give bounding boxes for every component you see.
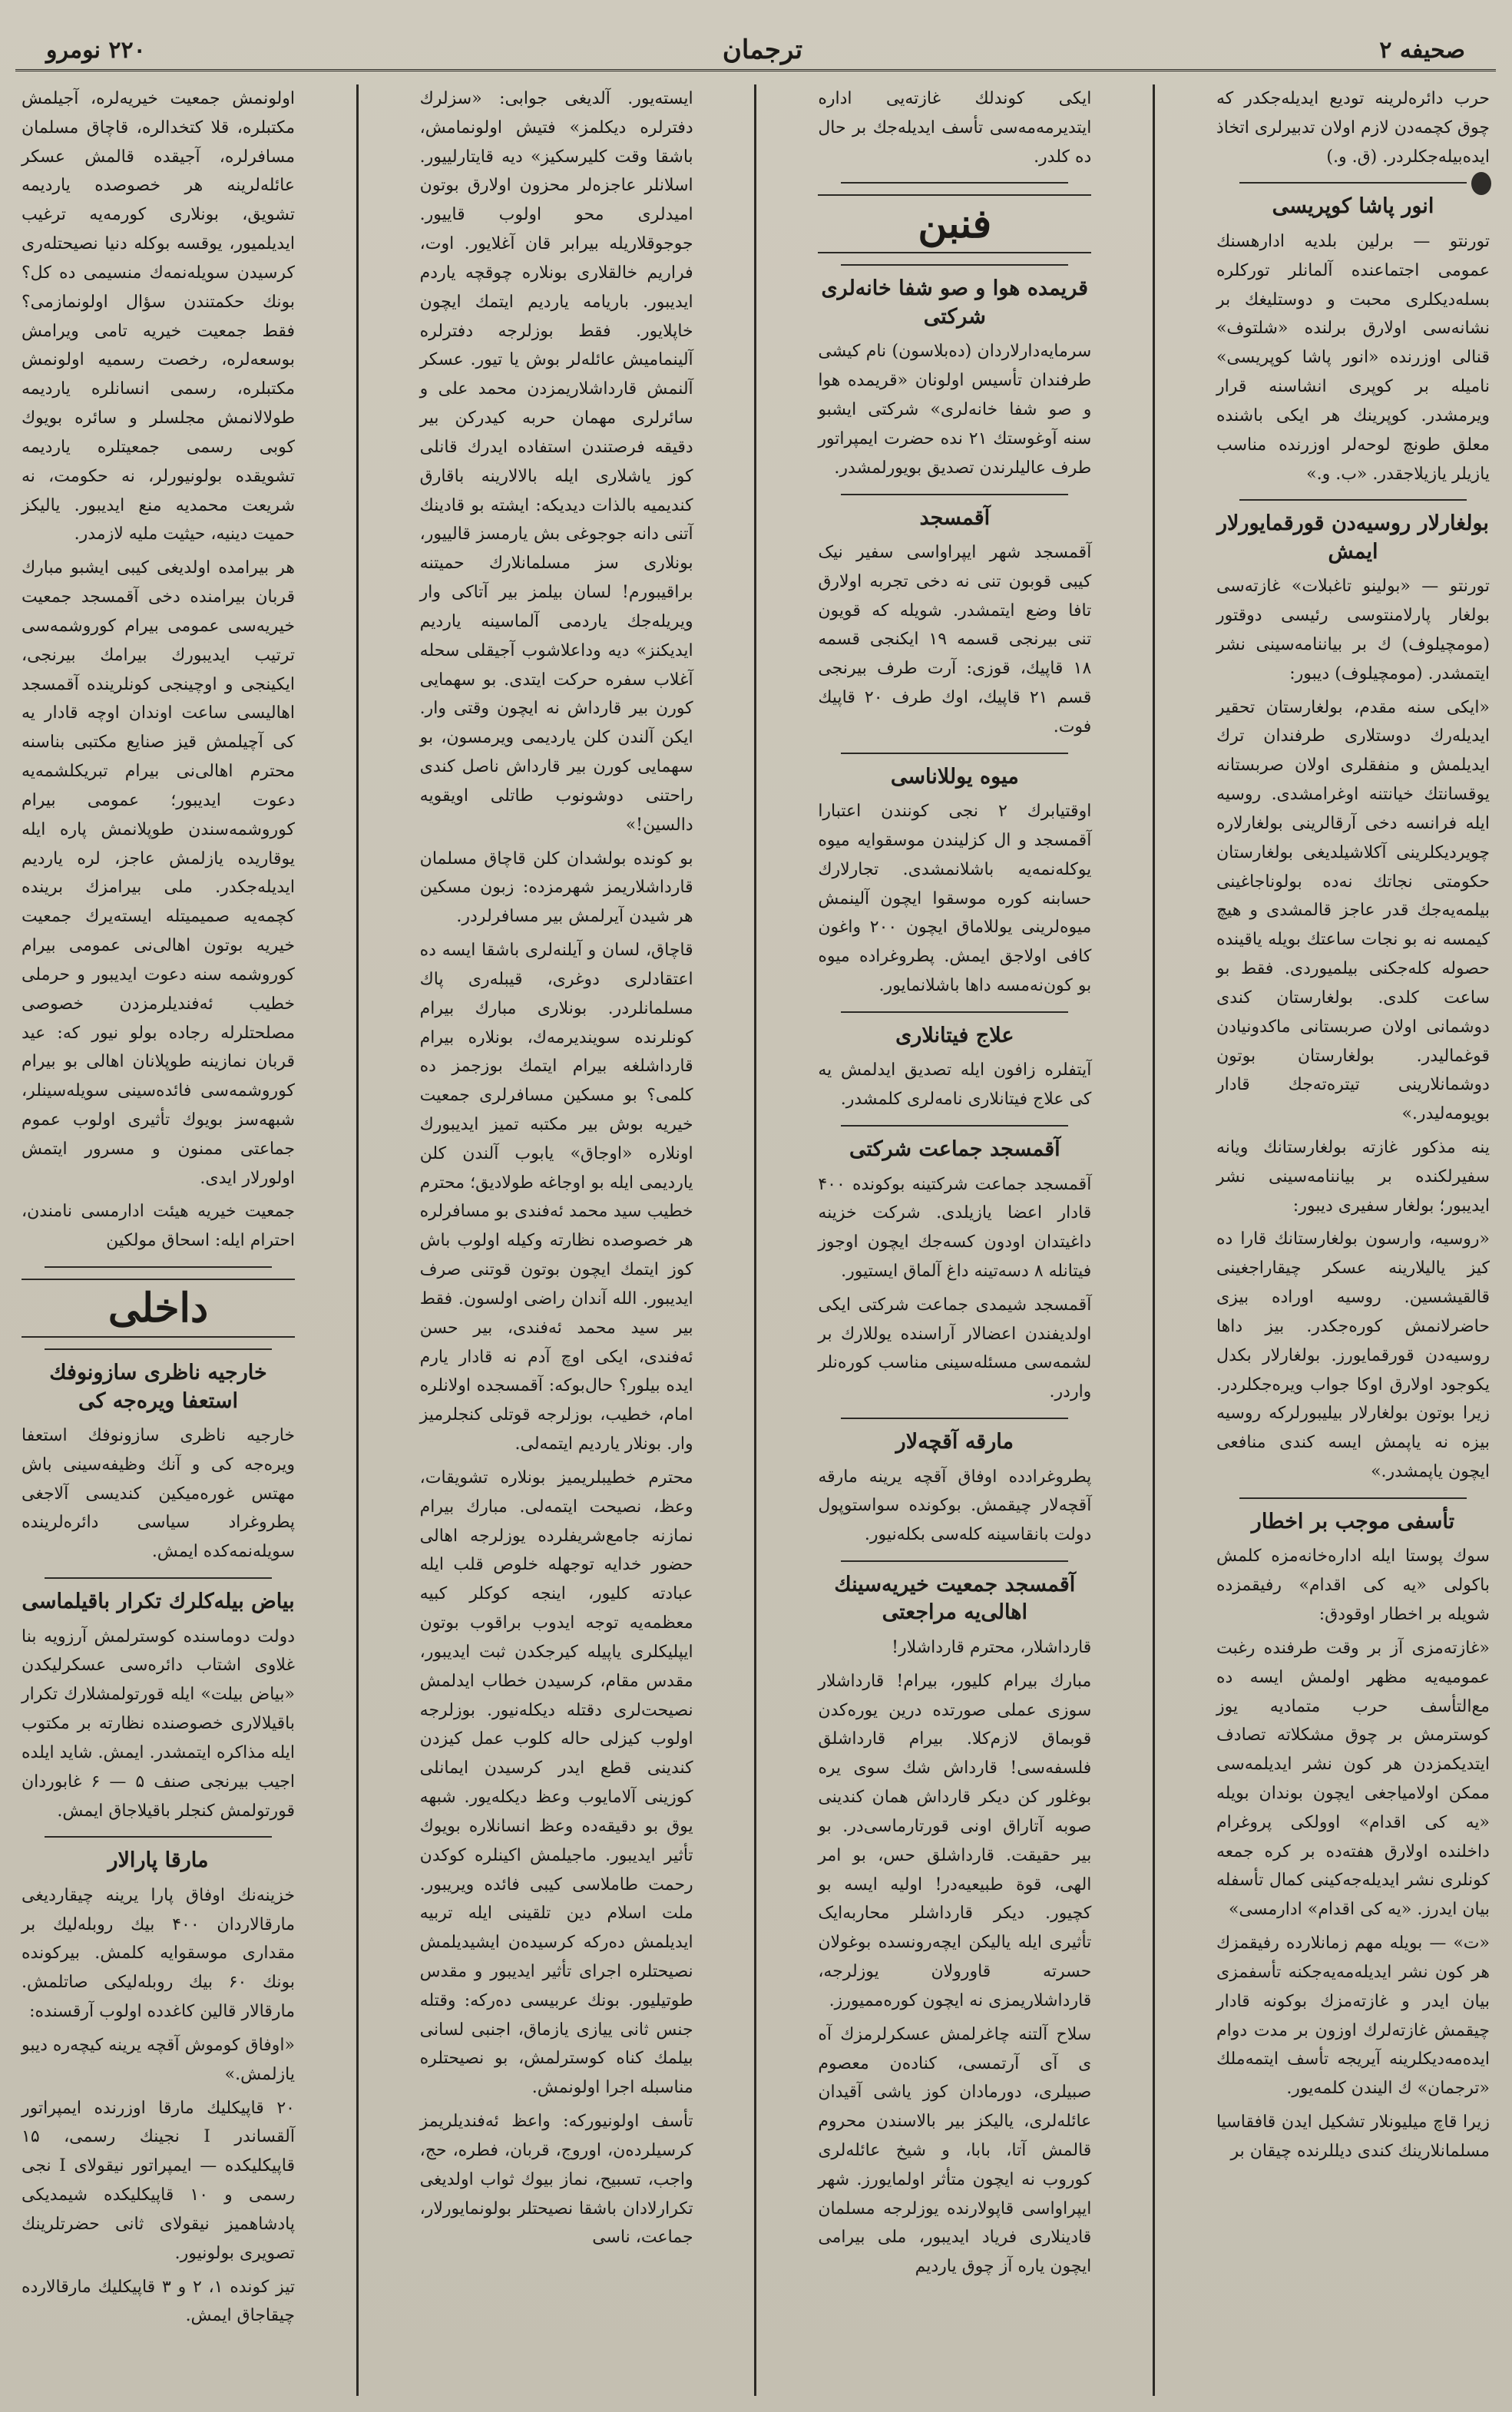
article-heading: بولغارلار روسیه‌دن قورقمایورلار ایمش (1216, 511, 1489, 564)
article-paragraph: تیز کونده ۱، ۲ و ۳ قاپیکلیك مارقالارده چیقاجاق ایمش. (22, 2277, 295, 2326)
article-divider (841, 264, 1068, 266)
column-2 (812, 84, 1097, 2396)
article-paragraph: آقمسجد شیمدی جماعت شرکتی ایکی اولدیفندن اعضالار آراسنده یوللارك بر لشمه‌سی مسئله‌سینی مناسب کوره‌نلر واردر. (818, 1295, 1092, 1402)
article (818, 84, 1091, 171)
columns (15, 84, 1496, 2396)
article-divider (45, 1348, 272, 1350)
article-divider (1239, 499, 1467, 501)
article-paragraph: پطروغرادده اوفاق آقچه یرینه مارقه آقچه‌لار چیقمش. بوکونده سواستوپول دولت بانقاسینه کله‌سی بکله‌نیور. (818, 1467, 1092, 1545)
article-paragraph: آقمسجد شهر ایپراواسی سفیر نیک کیبی قوبون تنی نه دخی تجربه اولارق تافا وضع ایتمشدر. شویله که قویون تنی بیرنجی قسمه ۱۹ ایکنجی قسمه ۱۸ قاپیك، قوزی: آرت طرف بیرنجی قسم ۲۱ قاپیك، اوك طرف ۲۰ قاپیك فوت. (818, 542, 1092, 736)
article-divider (45, 1577, 272, 1579)
article-divider (841, 1560, 1068, 1562)
article (1216, 510, 1490, 1487)
article-paragraph: آیتفلره زافون ایله تصدیق ایدلمش یه کی علاج فیتانلاری نامه‌لری کلمشدر. (818, 1060, 1092, 1110)
column-3 (414, 84, 700, 2396)
column-4 (15, 84, 301, 2396)
article-divider (1239, 1497, 1467, 1499)
article (818, 1571, 1091, 2281)
article-heading: آقمسجد جمعیت خیریه‌سینك اهالی‌یه مراجعتی (834, 1573, 1076, 1625)
article-divider (841, 1011, 1068, 1013)
article-paragraph: زیرا قاچ میلیونلار تشکیل ایدن قافقاسیا مسلمانلارینك کندی دیللرنده چیقان بر (1216, 2113, 1490, 2161)
article (818, 275, 1091, 482)
article-paragraph: ینه مذکور غازته بولغارستانك ویانه سفیرلکنده بر بیاننامه‌سینی نشر ایدیبور؛ بولغار سفیری دیبور: (1216, 1137, 1490, 1216)
article-paragraph: سلاح آلتنه چاغرلمش عسکرلرمزك آه ی آی آرتمسی، کناده‌ن معصوم صبیلری، دورمادان کوز یاشی آقیدان عائله‌لری، یالیکز بیر بالاسندن محروم قالمش آتا، بابا، و شیخ عائله‌لری کوروب نه ایچون متأثر اولمایورز. شهر ایپراواسی قاپولارنده یوزلرجه مسلمان قادینلاری فریاد ایدیبور، ملی بیرامی ایچون یاره آز چوق یاردیم (818, 2024, 1092, 2277)
column-rule (754, 84, 756, 2396)
article-heading: مارقه آقچه‌لار (895, 1430, 1014, 1454)
newspaper-title: ترجمان (722, 35, 803, 65)
article-heading: تأسفی موجب بر اخطار (1251, 1509, 1455, 1534)
article-divider (841, 1418, 1068, 1419)
article (818, 505, 1091, 742)
article-paragraph: تأسف اولونیورکه: واعظ ئه‌فندیلریمز کرسیلرده‌ن، اوروج، قربان، فطره، حج، واجب، تسبیح، نماز بیوك ثواب اولدیغی تکرارلادان باشقا نصیحتلر بولونمایورلار، جماعت، ناسی (419, 2112, 693, 2248)
article (22, 1279, 295, 1338)
article-paragraph: «ت» — بویله مهم زمانلارده رفیقمزك هر کون نشر ایدیله‌مه‌یه‌جکنه تأسفمزی بیان ایدر و غازته‌مزك بوکونه قادار چیقمش غازته‌لرك اوزون بر مدت دوام ایده‌مه‌دیکلرینه آیریجه تأسف ایتمه‌ملك «ترجمان» ك الیندن کلمه‌یور. (1216, 1934, 1490, 2099)
article-paragraph: سرمایه‌دارلاردان (ده‌بلاسون) نام کیشی طرفندان تأسیس اولونان «قریمده هوا و صو شفا خانه‌لری» شرکتی ایشبو سنه آوغوستك ۲۱ نده حضرت ایمپراتور طرف عالیلرندن تصدیق بویورلمشدر. (818, 342, 1092, 478)
article-heading: خارجیه ناظری سازونوفك استعفا ویره‌جه کی (49, 1361, 267, 1413)
article-paragraph: «ایکی سنه مقدم، بولغارستان تحقیر ایدیله‌رك دوستلاری طرفندان ترك ایدیلمش و منفقلری اولان صربستانه یوقسانتك خیانتنه اوغرامشدی. روسیه ایله فرانسه دخی آرقالرینی بولغارلاره چویردیکلرینی آکلاشیلدیغی بولغارستان حکومتی نجاتك نه‌ده بولوناجاغینی بیلمه‌یه‌جك قدر عاجز قالمشدی و هیچ کیمسه نه بو نجات ساعتك بویله یاقینده حصوله کله‌جکنی بیلمیوردی. فقط بو ساعت کلدی. بولغارستان کندی دوشمانی اولان صربستانی ماکدونیادن قوغمالیدر. بولغارستان بوتون دوشمانلارینی تیتره‌ته‌جك قادار بویومه‌لیدر.» (1216, 697, 1490, 1124)
article-heading: بیاض بیله‌کلرك تکرار باقیلماسی (22, 1590, 295, 1614)
article-divider (45, 1266, 272, 1268)
article-heading: میوه یوللاناسی (890, 764, 1019, 789)
article-paragraph: ایکی کوندلك غازته‌یی اداره ایتدیرمه‌مه‌سی تأسف ایدیله‌جك بر حال ده کلدر. (818, 89, 1092, 167)
article-paragraph: ۲۰ قاپیکلیك مارقا اوزرنده ایمپراتور آلقساندر I نجینك رسمی، ۱۵ قاپیکلیکده — ایمپراتور نیقولای I نجی رسمی و ۱۰ قاپیکلیکده شیمدیکی پادشاهمیز نیقولای ثانی حضرتلرینك تصویری بولونیور. (22, 2098, 295, 2263)
article-heading: علاج فیتانلاری (895, 1023, 1014, 1047)
article (420, 84, 693, 2252)
column-1 (1210, 84, 1496, 2396)
article-paragraph: تورنتو — «بولینو تاغبلات» غازته‌سی بولغار پارلامنتوسی رئیسی دوقتور (مومچیلوف) ك بر بیاننامه‌سینی نشر ایتمشدر. (مومچیلوف) دیبور: (1216, 577, 1490, 683)
masthead (15, 31, 1496, 71)
article-paragraph: ایسته‌یور. آلدیغی جوابی: «سزلرك دفترلره دیکلمز» فتیش اولونمامش، باشقا وقت کلیرسکیز» دیه قایتارلییور. اسلانلر عاجزه‌لر محزون اولارق بوتون امیدلری محو اولوب قاییور. جوجوقلاریله بیرابر قان آغلایور. اوت، فراریم خالقلاری بونلاره چوقچه یاردم ایدیبور. باریامه یاردیم ایتمك ایچون خاپلایور. فقط بوزلرجه دفترلره آلینمامیش عائله‌لر بوش یا تیور. عسکر آلنمش قارداشلاریمزدن محمد علی و سائرلری مهمان حربه کیدرکن بیر دقیقه فرصتندن استفاده ایدرك قانلی کوز یاشلاری ایله بالالارینه باقارق کندیمیه بالذات دیدیکه: ایشته بو قادینك آتنی دانه جوجوغی بش یارمسز قالییور، بونلاری سز مسلمانلارك حمیتنه براقیبورم! لسان بیلمز بیر آتاکی وار ویریله‌جك یاردمی آلماسینه یاردیم ایدیکنز» دیه وداعلاشوب آجیقلی سحله آغلاب سفره حرکت ایتدی. بو سهمایی کورن بیر قارداش نه ایچون وقتی وار. ایکن آلندن کلن یاردیمی ویرمسون، بو سهمایی کورن بیر قارداش ناصل کندی راحتنی دوشونوب طاتلی اویقویه دالسین!» (419, 89, 693, 835)
article-paragraph: بو کونده بولشدان کلن قاچاق مسلمان قارداشلاریمز شهرمزده: زبون مسکین هر شیدن آیرلمش بیر مسافرلردر. (419, 849, 693, 927)
article-heading: انور پاشا کوپریسی (1272, 194, 1434, 219)
article (818, 1136, 1091, 1407)
article-paragraph: حرب دائره‌لرینه تودیع ایدیله‌جکدر که چوق کچمه‌دن لازم اولان تدبیرلری اتخاذ ایده‌بیله‌جکلردر. (ق. و.) (1216, 89, 1490, 167)
article (22, 84, 295, 1256)
article-paragraph: اولونمش جمعیت خیریه‌لره، آجیلمش مکتبلره، قلا کتخدا‌لره، قاچاق مسلمان مسافرلره، آجیقده قالمش عسکر عائله‌لرینه هر خصوصده یاردیمه تشویق، بونلاری کورمه‌یه ترغیب ایدیلمیور، یوقسه بوکله دنیا نصیحتله‌ری کرسیدن سویله‌نمه‌ك منسیمی ده کل؟ بونك حکمتندن سؤال اولونمازمی؟ فقط جمعیت خیریه تامی ویرامش بوسعه‌لره، رخصت رسمیه اولونمش مکتبلره، رسمی انسانلره یاردیمه طولالانمش مجلسلر و سائره بویوك کوبی رسمی جمعیتلره یاردیمه تشویقده بولونیورلر، نه حکومت، نه شریعت محمدیه منع ایدیبور. یالیکز حمیت دینیه، حیثیت ملیه لازمدر. (22, 89, 295, 544)
article-heading: آقمسجد جماعت شرکتی (849, 1137, 1060, 1162)
article-divider (841, 494, 1068, 495)
article (22, 1588, 295, 1825)
article-paragraph: دولت دوماسنده کوسترلمش آرزویه بنا غلاوی اشتاب دائره‌سی عسکرلیکدن «بیاض بیلت» ایله قورتولمشلارك تکرار باقیلالاری خصوصنده نظارته بر مکتوب ایله مذاکره ایتمشدر. ایمش. شاید ایلده اجیب بیرنجی صنف ۵ — ۶ غابوردان قورتولمش کنجلر باقیلاجاق ایمش. (22, 1626, 295, 1821)
article-paragraph: قارداشلار، محترم قارداشلار! (892, 1637, 1092, 1657)
article (22, 1359, 295, 1567)
article-paragraph: «غازته‌مزی آز بر وقت طرفنده رغبت عمومیه‌یه مظهر اولمش ایسه ده مع‌التأسف حرب متمادیه یوز کوسترمش بر چوق مشکلاته تصادف ایتدیکمزدن هر کون نشر ایدیلمه‌سی ممکن اولامیاجغی ایچون بوندان بویله «یه کی اقدام» اوولکی پروغرام داخلنده اولارق هفته‌ده بر کره جمعه کونلری نشر ایدیله‌جه‌کینی کمال تأسفله بیان ایدرز. «یه کی اقدام» ادارمسی» (1216, 1638, 1490, 1920)
column-rule (1153, 84, 1155, 2396)
article-divider (1239, 182, 1467, 184)
section-banner: داخلی (22, 1279, 295, 1338)
article-paragraph: تورنتو — برلین بلدیه ادارهسنك عمومی اجتماعنده آلمانلر تورکلره بسله‌دیکلری محبت و دوستلیغك بر نشانه‌سی اولارق برلنده «شلتوف» قنالی اوزرنده «انور پاشا کوپریسی» نامیله بر کوپری انشاسنه قرار ویرمشدر. کوپرینك هر ایکی باشنده معلق طونچ لوحه‌لر اوزرنده مناسب یازیلر یازیلاجقدر. «ب. و.» (1216, 231, 1490, 484)
article-heading: قریمده هوا و صو شفا خانه‌لری شرکتی (821, 276, 1089, 329)
article-paragraph: هر بیرامده اولدیغی کیبی ایشبو مبارك قربان بیرامنده دخی آقمسجد جمعیت خیریه‌سی عمومی بیرام کوروشمه‌سی ترتیب ایدیبورك بیرامك بیرنجی، ایکینجی و اوچینجی کونلرینده آقمسجد اهالیسی ساعت اوندان اوچه قادار یه کی آچیلمش قیز صنایع مکتبی بناسنه محترم اهالی‌نی بیرام تبریکلشمه‌یه دعوت ایدیبور؛ عمومی بیرام کوروشمه‌سندن طوپلانمش پاره ایله یوقاریده یازلمش عاجز، لره یاردیم ایدیله‌جکدر. ملی بیرامزك برینده کچمه‌یه صمیمیتله ایسته‌یرك جمعیت خیریه بوتون اهالی‌نی عمومی بیرام کوروشمه سنه دعوت ایدیبور و حرملی خطیب ئه‌فندیلرمزدن خصوصی مصلحتلرله رجاده بولو نیور که: عید قربان نمازینه طوپلانان اهالی بو بیرام کوروشمه‌سی فائده‌سینی سویله‌سینلر، شبهه‌سز بویوك تأثیری اولوب عموم جماعتی ممنون و مسرور ایتمش اولورلار ایدی. (22, 558, 295, 1188)
article (1216, 1508, 1490, 2166)
article-paragraph: اوقتیابرك ۲ نجی کونندن اعتبارا آقمسجد و ال کزلیندن موسقوایه میوه یوکله‌نمه‌یه باشلانمشدی. تجارلارك حسابنه کوره موسقوا ایچون آلینمش میوه‌لرینی یوللاماق ایچون ۲۰۰ واغون کافی اولاجق ایمش. پطروغراده میوه بو کون‌نه‌مسه داها باشلانمایور. (818, 802, 1092, 996)
column-rule (356, 84, 359, 2396)
article (818, 763, 1091, 1001)
article (818, 194, 1091, 253)
article (1216, 193, 1490, 488)
article-paragraph: سوك پوستا ایله اداره‌خانه‌مزه کلمش باکولی «یه کی اقدام» رفیقمزده شویله بر اخطار اوقودق: (1216, 1547, 1490, 1625)
article-paragraph: محترم خطیبلریمیز بونلاره تشویقات، وعظ، نصیحت ایتمه‌لی. مبارك بیرام نمازنه جامع‌شریفلرده یوزلرجه اهالی حضور خدایه توجهله خلوص قلب ایله عبادته کلیور، اینجه کوکلر کبیه معظمه‌یه توجه ایدوب براقوب بوتون ایپلیکلری یاپیله کیرجکدن ثبت ایدیبور، مقدس مقام، کرسیدن خطاب ایدلمش نصیحت‌لری دقتله دیکله‌نیور. بوزلرجه اولوب کیزلی حاله کلوب عمل کیزدن کندینی قطع ایدر کرسیدن ایمانلی کوزینی آلامایوب وعظ دیکله‌یور. شبهه یوق بو دقیقه‌ده وعظ انسانلاره بویوك تأثیر ایدیبور. ماجیلمش اکینلره کوکدن رحمت طاملاسی کیبی فائده ویریبور. ملت اسلام دین تلقینی ایله تربیه ایدیلمش ده‌رکه کرسیده‌ن ایشیدیلمش نصیحتلره اجرای تأثیر ایدیبور و مقدس طوتیلیور. بونك عربیسی ده‌رکه: وقتله جنس ثانی ییازی یازماق، اجنبی لسانی بیلمك کناه کوسترلمش، بو نصیحتلره مناسبله اجرا اولونمش. (419, 1467, 693, 2098)
article-paragraph: «روسیه، وارسون بولغارستانك قارا ده کیز یالیلارینه عسکر چیقاراجغینی قالقیشسین. روسیه اوراده بیزی حاضرلانمش کوره‌جکدر. بیز داها روسیه‌دن قورقمایورز. بولغارلار بکدل یکوجود اولارق اوکا جواب ویره‌جکلردر. زیرا بوتون بولغارلار بیلیبورلرکه روسیه بیزه نه یاپمش ایسه کندی منافعی ایچون یاپمشدر.» (1216, 1229, 1490, 1482)
article (22, 1847, 295, 2331)
page-number: صحیفه ۲ (1379, 36, 1465, 64)
article-heading: آقمسجد (919, 505, 991, 530)
article-paragraph: جمعیت خیریه هیئت ادارمسی نامندن، احترام ایله: اسحاق مولکین (22, 1202, 295, 1251)
article-divider (841, 1125, 1068, 1127)
article-paragraph: آقمسجد جماعت شرکتینه بوکونده ۴۰۰ قادار اعضا یازیلدی. شرکت خزینه داغیتدان اودون کسه‌جك ایچون اوجوز فیتانله ۸ دسه‌تینه داغ آلماق ایستیور. (818, 1174, 1092, 1281)
article-paragraph: «اوفاق کوموش آقچه یرینه کیچه‌ره دیبو یازلمش.» (22, 2035, 295, 2084)
article (818, 1428, 1091, 1550)
article-paragraph: خارجیه ناظری سازونوفك استعفا ویره‌جه کی و آنك وظیفه‌سینی باش مهتس غوره‌میکین کندیسی آلاجغی پطروغراد سیاسی دائره‌لرینده سویله‌نمه‌کده ایمش. (22, 1426, 295, 1562)
article-paragraph: خزینه‌نك اوفاق پارا یرینه چیقاردیغی مارقالاردان ۴۰۰ بیك روبله‌لیك بر مقداری موسقوایه کلمش. بیرکونده بونك ۶۰ بیك روبله‌لیکی صاتلمش. مارقالار قالین کاغدده اولوب آرقسنده: (22, 1885, 295, 2022)
article (1216, 84, 1490, 171)
article-divider (45, 1836, 272, 1838)
article-divider (841, 753, 1068, 754)
article-divider (841, 182, 1068, 184)
article-paragraph: مبارك بیرام کلیور، بیرام! قارداشلار سوزی عملی صورتده درین یوره‌کدن قوبماق لازم‌کلا. بیرام قارداشلق فلسفه‌سی! قارداش شك سوی یره بوغلور کن دیکر قارداش همان کندینی صوبه آتاراق اونی قورتارماسی‌در. بو بیر حقیقت. قارداشلق حس، بو امر الهی، قوة طبیعیه‌در! اولیه ایسه بو کچیور. دیکر قارداشلر محاربه‌ایک تأثیری ایله یالیکن ایچه‌رونسده بوغولان حسرته قاورولان یوزلرجه، قارداشلاریمزی نه ایچون کوره‌ممیورز. (818, 1671, 1092, 2010)
article-heading: مارقا پارالار (108, 1848, 209, 1873)
section-banner: فنبن (818, 194, 1091, 253)
issue-number: ۲۲۰ نومرو (46, 36, 146, 64)
article (818, 1022, 1091, 1114)
article-paragraph: قاچاق، لسان و آیلنه‌لری باشقا ایسه ده اعتقادلری دوغری، قیبله‌ری پاك مسلمانلردر. بونلاری مبارك بیرام کونلرنده سویندیرمه‌ك، بونلاره بیرام قارداشلغه بیرام ایتمك بوزجمز ده کلمی؟ بو مسکین مسافرلری جمعیت خیریه بوش بیر مکتبه تمیز ایدیبورك اونلاره «اوجاق» یابوب آلندن کلن یاردیمی ایله بو اوجاغه طولادیق؛ محترم خطیب سید محمد ئه‌فندی بو مسافرلره هر خصوصده نظارته وکیله اولوب باش کوز ایتمك ایچون بوتون قوتنی صرف ایدیبور. الله آندان راضی اولسون. فقط بیر سید محمد ئه‌فندی، بیر حسن ئه‌فندی، ایکی اوچ آدم نه قادار یارم ایده بیلور؟ حال‌بوکه: آقمسجده اولانلره امام، خطیب، بوزلرجه قوتلی کنجلرمیز وار. بونلار یاردیم ایتمه‌لی. (419, 941, 693, 1454)
